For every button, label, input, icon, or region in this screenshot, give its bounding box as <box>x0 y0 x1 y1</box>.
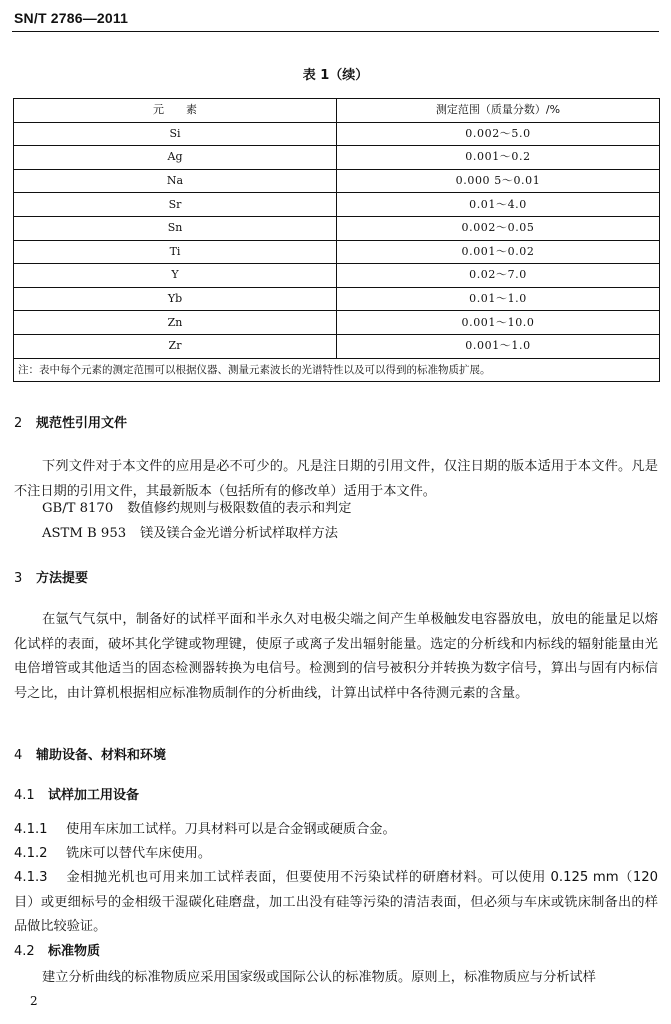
range-cell: 0.01～4.0 <box>337 193 660 217</box>
range-cell: 0.001～0.02 <box>337 240 660 264</box>
table-row <box>14 334 660 358</box>
reference-title: 镁及镁合金光谱分析试样取样方法 <box>140 526 338 541</box>
section-number: 3 <box>14 571 23 586</box>
clause-text: 铣床可以替代车床使用。 <box>66 846 212 861</box>
column-header-element: 元 素 <box>14 99 337 123</box>
element-cell: Sn <box>14 216 337 240</box>
section-number: 2 <box>14 416 23 431</box>
table-row <box>14 287 660 311</box>
table-row <box>14 146 660 170</box>
table-row <box>14 122 660 146</box>
section-title: 规范性引用文件 <box>36 416 128 431</box>
section-3-paragraph: 在氩气气氛中，制备好的试样平面和半永久对电极尖端之间产生单极触发电容器放电，放电的能量足以熔化试样的表面，破坏其化学键或物理键，使原子或离子发出辐射能量。选定的分析线和内标线的辐射能量由光电倍增管或其他适当的固态检测器转换为电信号。检测到的信号被积分并转换为数字信号，算出与固有内标信号之比，由计算机根据相应标准物质制作的分析曲线，计算出试样中各待测元素的含量。 <box>14 612 658 701</box>
subsection-number: 4.2 <box>14 944 35 959</box>
element-cell: Sr <box>14 193 337 217</box>
table-row <box>14 240 660 264</box>
clause-4-1-3 <box>14 866 658 940</box>
subsection-title: 试样加工用设备 <box>48 788 140 803</box>
clause-number: 4.1.2 <box>14 846 48 861</box>
table-note: 注：表中每个元素的测定范围可以根据仪器、测量元素波长的光谱特性以及可以得到的标准物质扩展。 <box>14 358 660 382</box>
subsection-number: 4.1 <box>14 788 35 803</box>
reference-title: 数值修约规则与极限数值的表示和判定 <box>127 501 352 516</box>
element-cell: Ag <box>14 146 337 170</box>
clause-text: 金相抛光机也可用来加工试样表面，但要使用不污染试样的研磨材料。可以使用 0.125 mm（120 目）或更细标号的金相级干湿碳化硅磨盘，加工出没有硅等污染的清洁表面，但必须与车床或铣床制备出的样品做比较验证。 <box>14 870 658 934</box>
table-caption: 表 1（续） <box>302 68 369 83</box>
section-3-heading <box>14 567 88 586</box>
section-2-paragraph: 下列文件对于本文件的应用是必不可少的。凡是注日期的引用文件，仅注日期的版本适用于本文件。凡是不注日期的引用文件，其最新版本（包括所有的修改单）适用于本文件。 <box>14 459 658 499</box>
element-cell: Ti <box>14 240 337 264</box>
reference-item <box>42 522 338 541</box>
page-number: 2 <box>30 994 38 1008</box>
clause-text: 使用车床加工试样。刀具材料可以是合金钢或硬质合金。 <box>66 822 396 837</box>
element-cell: Y <box>14 264 337 288</box>
section-number: 4 <box>14 748 23 763</box>
measurement-range-table <box>13 98 660 382</box>
table-row <box>14 216 660 240</box>
column-header-range: 测定范围（质量分数）/% <box>337 99 660 123</box>
range-cell: 0.01～1.0 <box>337 287 660 311</box>
range-cell: 0.001～0.2 <box>337 146 660 170</box>
element-cell: Yb <box>14 287 337 311</box>
section-title: 方法提要 <box>36 571 89 586</box>
element-cell: Zn <box>14 311 337 335</box>
range-cell: 0.001～10.0 <box>337 311 660 335</box>
section-2-heading <box>14 412 127 431</box>
range-cell: 0.002～5.0 <box>337 122 660 146</box>
header-rule <box>12 31 659 32</box>
reference-code: GB/T 8170 <box>42 501 114 516</box>
range-cell: 0.001～1.0 <box>337 334 660 358</box>
reference-item <box>42 497 351 516</box>
element-cell: Na <box>14 169 337 193</box>
table-header-row <box>14 99 660 123</box>
range-cell: 0.002～0.05 <box>337 216 660 240</box>
subsection-4-2-heading <box>14 940 100 959</box>
range-cell: 0.000 5～0.01 <box>337 169 660 193</box>
standard-code: SN/T 2786—2011 <box>14 10 129 26</box>
section-title: 辅助设备、材料和环境 <box>36 748 167 763</box>
element-cell: Zr <box>14 334 337 358</box>
subsection-4-2-paragraph: 建立分析曲线的标准物质应采用国家级或国际公认的标准物质。原则上，标准物质应与分析试样 <box>42 970 596 985</box>
subsection-title: 标准物质 <box>48 944 101 959</box>
table-row <box>14 311 660 335</box>
clause-number: 4.1.1 <box>14 822 48 837</box>
reference-code: ASTM B 953 <box>42 526 127 541</box>
subsection-4-1-heading <box>14 784 139 803</box>
element-cell: Si <box>14 122 337 146</box>
table-row <box>14 264 660 288</box>
clause-number: 4.1.3 <box>14 870 48 885</box>
range-cell: 0.02～7.0 <box>337 264 660 288</box>
clause-4-1-1 <box>14 818 658 843</box>
table-note-row <box>14 358 660 382</box>
clause-4-1-2 <box>14 842 658 867</box>
table-row <box>14 169 660 193</box>
table-row <box>14 193 660 217</box>
section-4-heading <box>14 744 166 763</box>
